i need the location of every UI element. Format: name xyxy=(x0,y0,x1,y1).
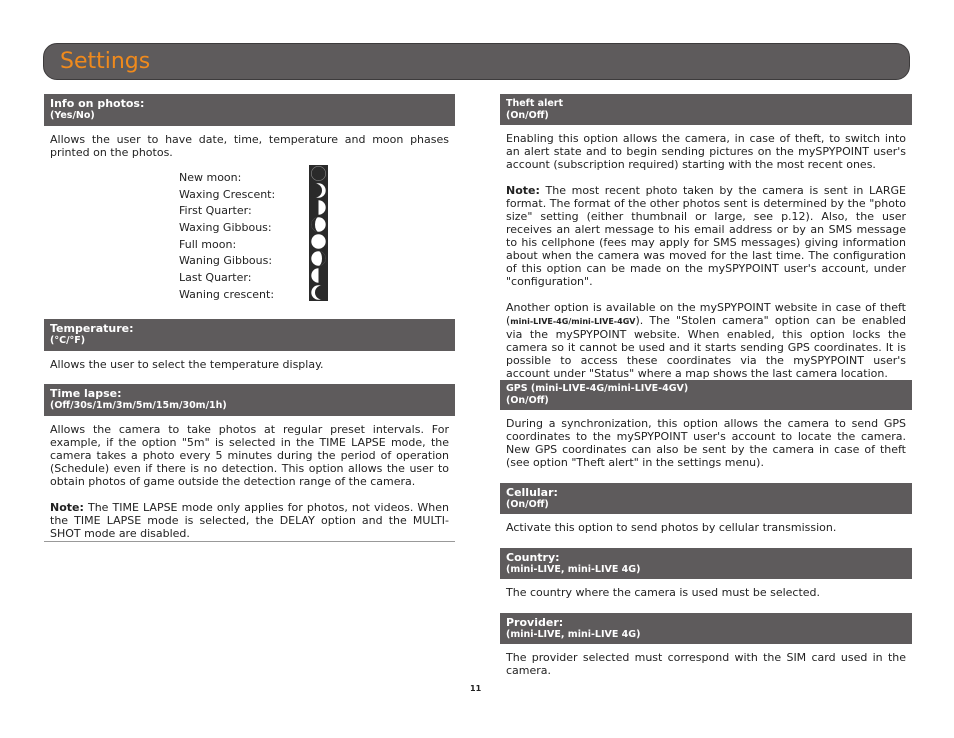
section-title: GPS (mini-LIVE-4G/mini-LIVE-4GV) xyxy=(506,383,689,394)
section-body xyxy=(500,644,912,677)
section-title: Time lapse: xyxy=(50,387,122,400)
list-item xyxy=(179,216,275,233)
body-text: Allows the camera to take photos at regular preset intervals. For example, if the option "5m" is selected in the TIME LAPSE mode, the camera takes a photo every 5 minutes during the period of operation (Schedule) even if there is no detection. This option allows the user to obtain photos of game outside the detection range of the camera. xyxy=(50,423,449,488)
body-text: The country where the camera is used must be selected. xyxy=(506,586,821,599)
section-body xyxy=(44,416,455,540)
section-options: (On/Off) xyxy=(506,499,549,510)
section-title: Info on photos: xyxy=(50,97,145,110)
waning-crescent-icon xyxy=(311,285,328,299)
list-item xyxy=(179,249,275,266)
moon-phase-label: Waxing Gibbous: xyxy=(179,221,272,235)
section-options: (°C/°F) xyxy=(50,335,86,346)
section-body xyxy=(500,410,912,469)
page-number: 11 xyxy=(470,684,482,693)
section-header xyxy=(500,380,912,410)
list-item xyxy=(179,233,275,250)
section-temperature xyxy=(44,319,455,371)
note-label: Note: xyxy=(50,501,84,514)
page-banner xyxy=(43,43,910,80)
section-options: (mini-LIVE, mini-LIVE 4G) xyxy=(506,629,641,640)
section-header xyxy=(44,319,455,351)
moon-phase-label: New moon: xyxy=(179,171,242,184)
section-cellular xyxy=(500,483,912,534)
section-header xyxy=(500,94,912,125)
body-text xyxy=(506,301,906,380)
section-time-lapse xyxy=(44,384,455,542)
body-text-part: Another option is available on the mySPYPOINT website in case of theft ( xyxy=(506,301,906,327)
section-header xyxy=(44,94,455,126)
section-options: (On/Off) xyxy=(506,110,549,121)
section-title: Theft alert xyxy=(506,98,564,109)
section-header xyxy=(44,384,455,416)
list-item xyxy=(179,183,275,200)
waxing-gibbous-icon xyxy=(311,217,325,231)
list-item xyxy=(179,166,275,183)
note-label: Note: xyxy=(506,184,540,197)
section-body xyxy=(44,351,455,371)
model-list: mini-LIVE-4G/mini-LIVE-4GV xyxy=(510,317,636,326)
moon-phase-label: Waxing Crescent: xyxy=(179,187,276,201)
waning-gibbous-icon xyxy=(311,251,325,265)
list-item xyxy=(179,199,275,216)
section-options: (mini-LIVE, mini-LIVE 4G) xyxy=(506,564,641,575)
section-theft-alert xyxy=(500,94,912,380)
body-text: Allows the user to select the temperature display. xyxy=(50,358,324,371)
body-text-part: ). The "Stolen camera" option can be enabled via the mySPYPOINT website. When enabled, this option locks the camera so it cannot be used and it starts sending GPS coordinates. It is possible to access these coordinates via the mySPYPOINT user's account under "Status" where a map shows the last camera location. xyxy=(506,314,906,380)
body-text: During a synchronization, this option allows the camera to send GPS coordinates to the mySPYPOINT user's account to locate the camera. New GPS coordinates can also be sent by the camera in case of theft (see option "Theft alert" in the settings menu). xyxy=(506,417,906,469)
full-moon-icon xyxy=(311,234,325,248)
note-paragraph xyxy=(50,501,449,540)
section-provider xyxy=(500,613,912,677)
moon-phase-label: Waning Gibbous: xyxy=(179,254,273,268)
note-text: The TIME LAPSE mode only applies for photos, not videos. When the TIME LAPSE mode is selected, the DELAY option and the MULTI-SHOT mode are disabled. xyxy=(50,501,449,540)
section-title: Cellular: xyxy=(506,486,558,499)
section-gps xyxy=(500,380,912,469)
section-options: (Yes/No) xyxy=(50,110,95,121)
moon-phase-label: First Quarter: xyxy=(179,204,252,218)
section-body xyxy=(44,126,455,159)
section-title: Temperature: xyxy=(50,322,134,335)
section-country xyxy=(500,548,912,599)
moon-phase-label: Full moon: xyxy=(179,237,237,251)
section-body xyxy=(500,125,912,380)
moon-phase-label: Last Quarter: xyxy=(179,271,252,285)
section-body xyxy=(500,579,912,599)
moon-phase-label: Waning crescent: xyxy=(179,287,275,301)
waxing-crescent-icon xyxy=(309,183,326,197)
section-header xyxy=(500,613,912,644)
section-body xyxy=(500,514,912,534)
body-text: Activate this option to send photos by cellular transmission. xyxy=(506,521,837,534)
new-moon-icon xyxy=(311,166,325,180)
page-title: Settings xyxy=(60,49,151,74)
note-text: The most recent photo taken by the camera is sent in LARGE format. The format of the other photos sent is determined by the "photo size" setting (either thumbnail or large, see p.12). Also, the user receives an alert message to his email address or by an SMS message to his cellphone (fees may apply for SMS messages) giving information about when the camera was moved for the last time. The configuration of this option can be made on the mySPYPOINT user's account, under "configuration". xyxy=(506,184,906,288)
body-text: The provider selected must correspond with the SIM card used in the camera. xyxy=(506,651,906,677)
list-item xyxy=(179,266,275,283)
section-info-on-photos xyxy=(44,94,455,159)
section-header xyxy=(500,483,912,514)
note-paragraph xyxy=(506,184,906,288)
section-header xyxy=(500,548,912,579)
section-options: (On/Off) xyxy=(506,395,549,406)
list-item xyxy=(179,283,275,300)
section-title: Country: xyxy=(506,551,560,564)
moon-phase-list xyxy=(179,166,275,300)
body-text: Enabling this option allows the camera, in case of theft, to switch into an alert state and to begin sending pictures on the mySPYPOINT user's account (subscription required) starting with the most recent ones. xyxy=(506,132,906,171)
section-options: (Off/30s/1m/3m/5m/15m/30m/1h) xyxy=(50,400,227,411)
body-text: Allows the user to have date, time, temperature and moon phases printed on the photos. xyxy=(50,133,449,159)
section-title: Provider: xyxy=(506,616,564,629)
moon-phase-icons xyxy=(309,165,328,301)
